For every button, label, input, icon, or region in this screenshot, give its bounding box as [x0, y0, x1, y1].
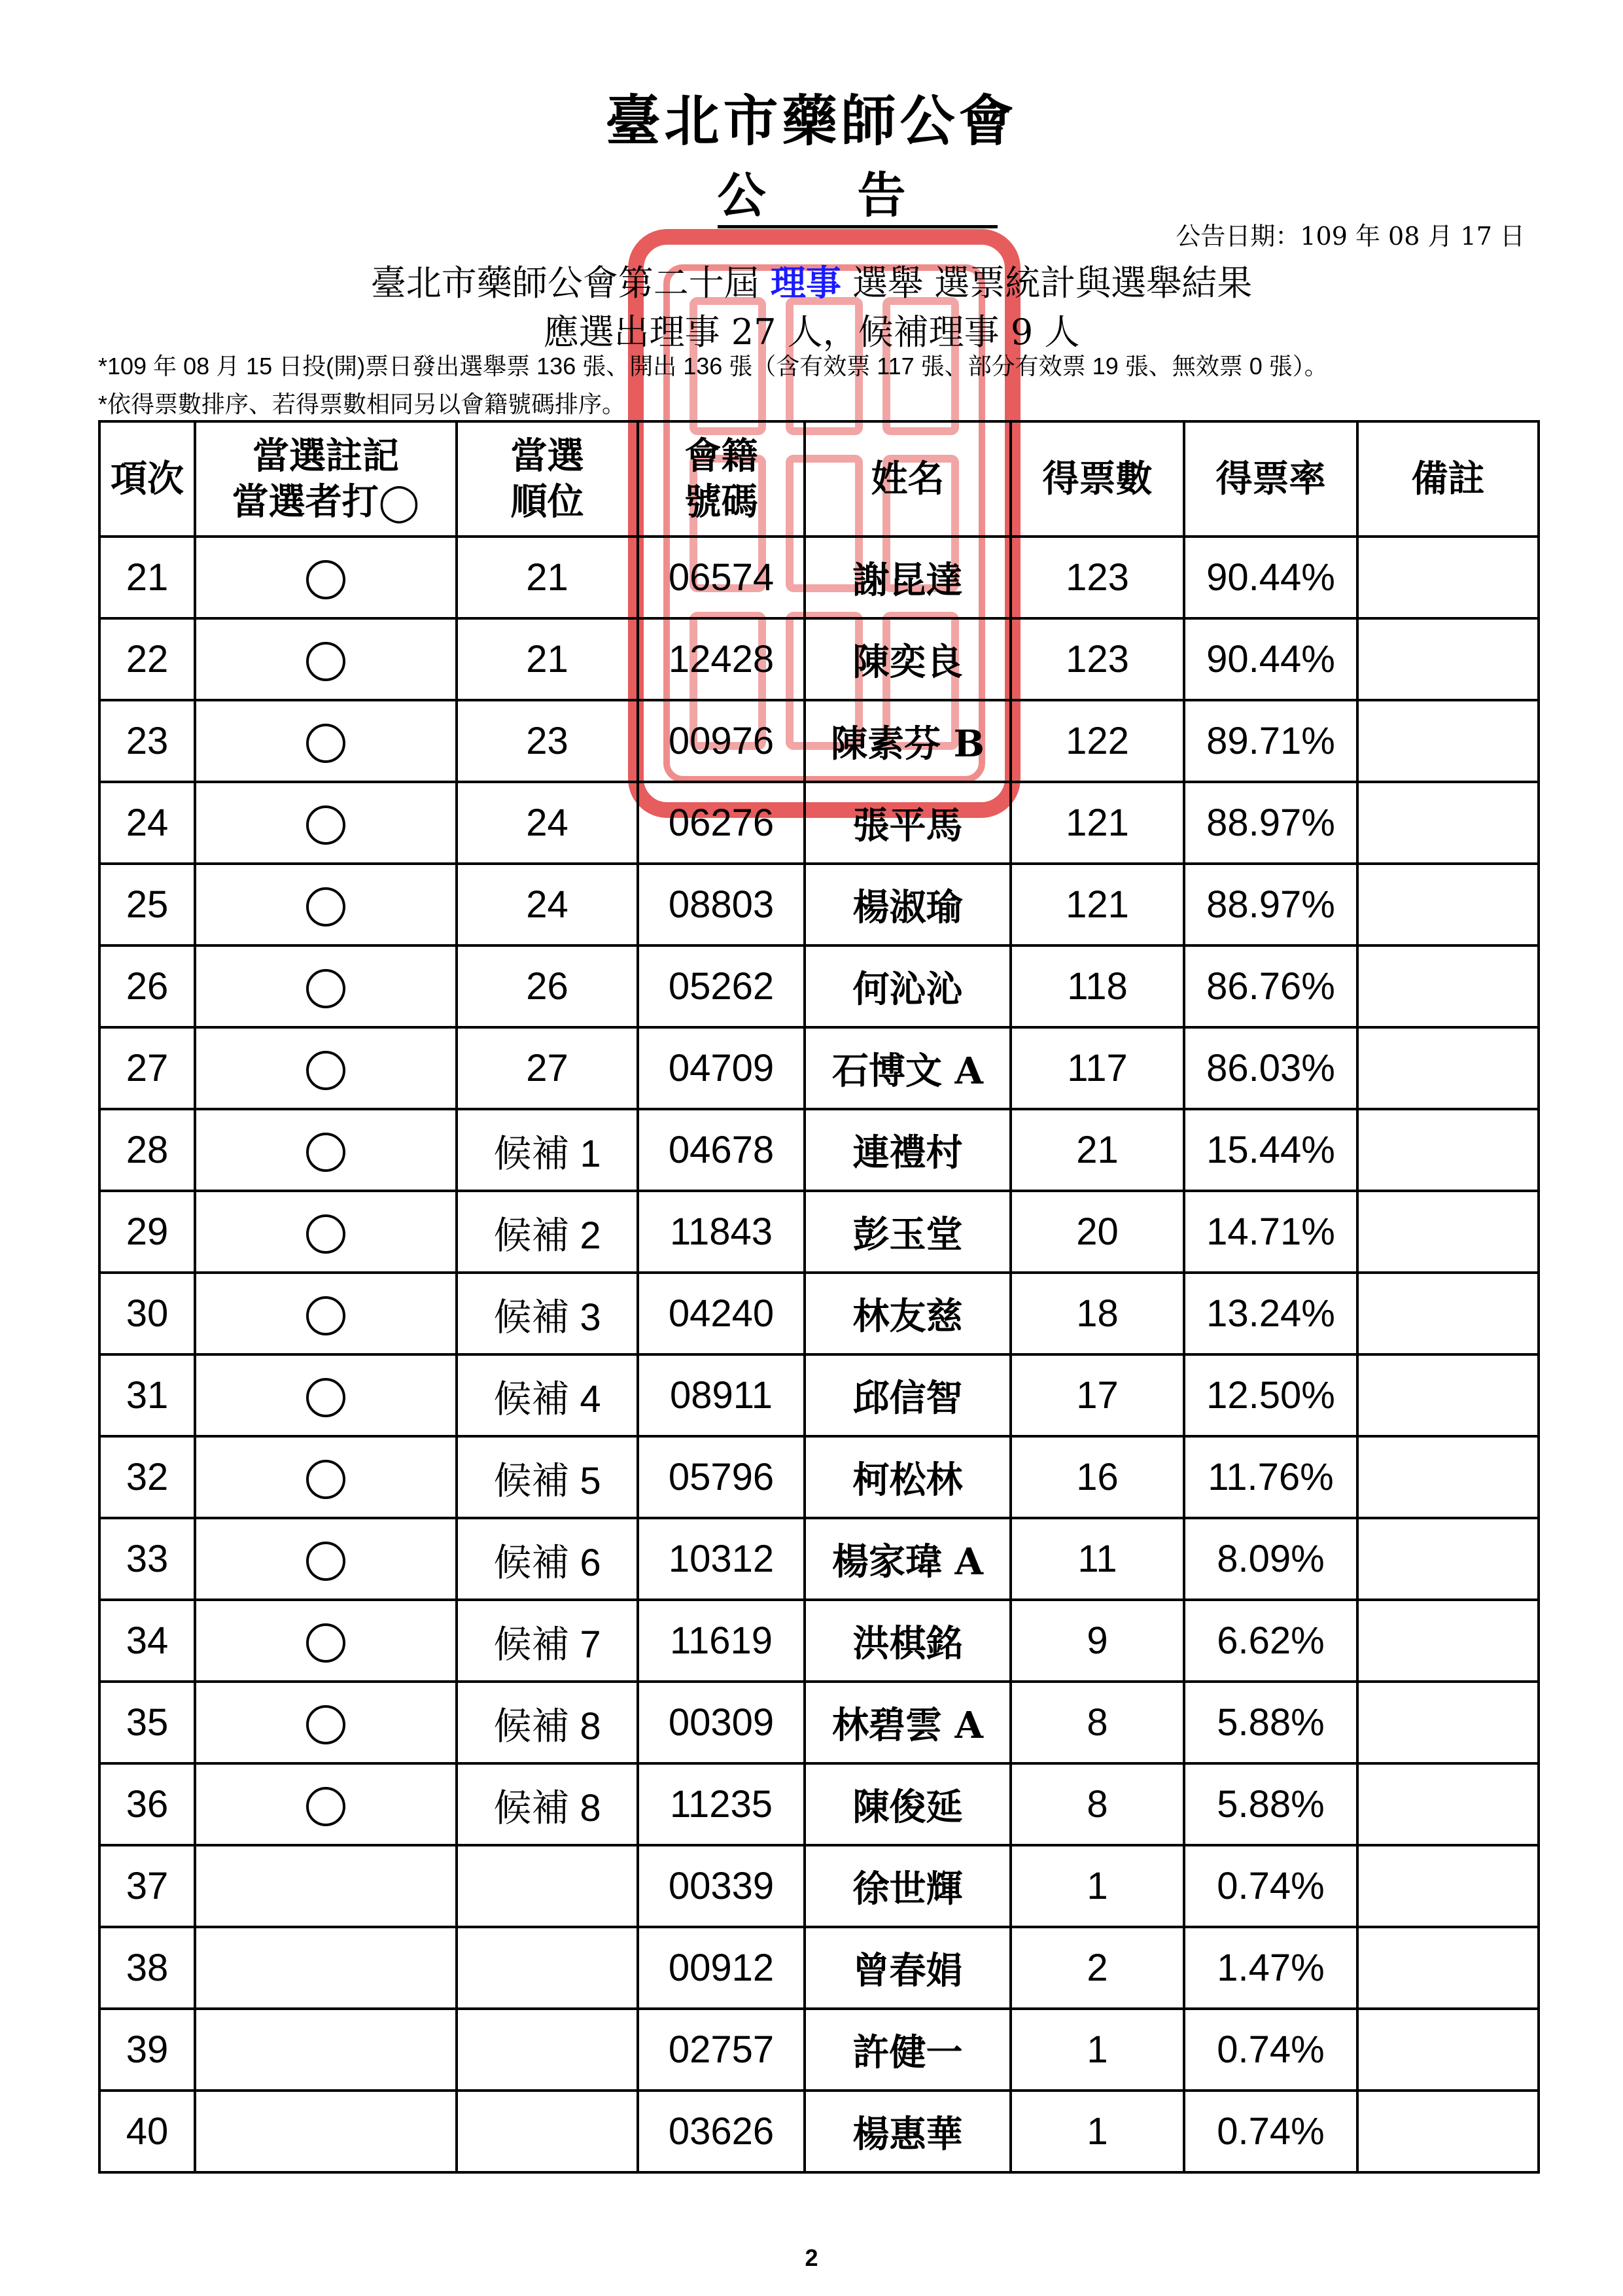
cell-rank: 候補 4	[457, 1354, 638, 1436]
cell-name: 陳俊延	[805, 1763, 1011, 1845]
cell-elected-mark	[195, 782, 457, 864]
cell-item: 27	[99, 1027, 195, 1109]
header-votes: 得票數	[1011, 421, 1184, 537]
cell-name: 張平馬	[805, 782, 1011, 864]
cell-rank: 21	[457, 618, 638, 700]
elected-circle-icon	[306, 1787, 345, 1826]
table-row	[99, 1436, 1539, 1518]
cell-votes: 8	[1011, 1763, 1184, 1845]
cell-name: 洪棋銘	[805, 1600, 1011, 1682]
cell-name: 柯松林	[805, 1436, 1011, 1518]
header-member-line2: 號碼	[684, 480, 758, 523]
cell-remark	[1357, 2009, 1539, 2091]
cell-member-number: 06276	[638, 782, 805, 864]
cell-name: 何沁沁	[805, 945, 1011, 1027]
cell-rank: 24	[457, 782, 638, 864]
results-table	[98, 420, 1540, 2174]
cell-item: 22	[99, 618, 195, 700]
cell-item: 34	[99, 1600, 195, 1682]
table-row	[99, 945, 1539, 1027]
table-row	[99, 1027, 1539, 1109]
cell-remark	[1357, 1191, 1539, 1273]
cell-votes: 121	[1011, 864, 1184, 945]
cell-elected-mark	[195, 1763, 457, 1845]
cell-member-number: 11235	[638, 1763, 805, 1845]
cell-votes: 17	[1011, 1354, 1184, 1436]
elected-circle-icon	[306, 805, 345, 845]
cell-votes: 16	[1011, 1436, 1184, 1518]
cell-item: 30	[99, 1273, 195, 1354]
organization-title: 臺北市藥師公會	[605, 88, 1018, 153]
cell-elected-mark	[195, 1682, 457, 1763]
cell-votes: 1	[1011, 2091, 1184, 2172]
cell-member-number: 06574	[638, 537, 805, 618]
results-table-body	[99, 537, 1539, 2172]
cell-item: 31	[99, 1354, 195, 1436]
cell-rank: 候補 6	[457, 1518, 638, 1600]
table-row	[99, 2091, 1539, 2172]
cell-member-number: 00976	[638, 700, 805, 782]
table-row	[99, 700, 1539, 782]
table-row	[99, 1518, 1539, 1600]
elected-circle-icon	[306, 1542, 345, 1581]
quota-subtitle: 應選出理事 27 人，候補理事 9 人	[543, 311, 1080, 353]
table-row	[99, 618, 1539, 700]
document-type-text: 公告	[718, 168, 998, 228]
cell-remark	[1357, 1436, 1539, 1518]
table-row	[99, 1763, 1539, 1845]
cell-votes: 117	[1011, 1027, 1184, 1109]
cell-remark	[1357, 945, 1539, 1027]
cell-member-number: 02757	[638, 2009, 805, 2091]
cell-elected-mark	[195, 2091, 457, 2172]
header-rank-line2: 順位	[510, 480, 584, 523]
cell-rank: 候補 3	[457, 1273, 638, 1354]
table-row	[99, 1927, 1539, 2009]
cell-votes: 1	[1011, 2009, 1184, 2091]
cell-member-number: 08803	[638, 864, 805, 945]
cell-elected-mark	[195, 864, 457, 945]
cell-rank: 候補 2	[457, 1191, 638, 1273]
cell-rate: 89.71%	[1184, 700, 1357, 782]
cell-elected-mark	[195, 700, 457, 782]
ballot-note: *109 年 08 月 15 日投(開)票日發出選舉票 136 張、開出 136 張（含有效票 117 張、部分有效票 19 張、無效票 0 張）。	[98, 353, 1328, 380]
elected-circle-icon	[306, 1133, 345, 1172]
cell-votes: 123	[1011, 537, 1184, 618]
cell-rate: 5.88%	[1184, 1682, 1357, 1763]
cell-rank	[457, 2091, 638, 2172]
cell-remark	[1357, 700, 1539, 782]
cell-member-number: 04709	[638, 1027, 805, 1109]
cell-item: 33	[99, 1518, 195, 1600]
cell-name: 陳奕良	[805, 618, 1011, 700]
cell-votes: 8	[1011, 1682, 1184, 1763]
header-name: 姓名	[805, 421, 1011, 537]
sorting-note: *依得票數排序、若得票數相同另以會籍號碼排序。	[98, 391, 626, 417]
cell-rank: 候補 7	[457, 1600, 638, 1682]
cell-remark	[1357, 1682, 1539, 1763]
cell-item: 39	[99, 2009, 195, 2091]
cell-rank	[457, 1845, 638, 1927]
cell-votes: 20	[1011, 1191, 1184, 1273]
cell-rate: 88.97%	[1184, 864, 1357, 945]
cell-rate: 14.71%	[1184, 1191, 1357, 1273]
cell-remark	[1357, 1273, 1539, 1354]
elected-circle-icon	[306, 1705, 345, 1744]
cell-name: 謝昆達	[805, 537, 1011, 618]
election-subtitle	[0, 255, 1623, 306]
cell-member-number: 10312	[638, 1518, 805, 1600]
elected-circle-icon	[306, 1296, 345, 1335]
elected-circle-icon	[306, 1378, 345, 1417]
cell-rank: 候補 8	[457, 1763, 638, 1845]
cell-remark	[1357, 1763, 1539, 1845]
header-remark: 備註	[1357, 421, 1539, 537]
cell-elected-mark	[195, 945, 457, 1027]
cell-rate: 90.44%	[1184, 618, 1357, 700]
elected-circle-icon	[306, 560, 345, 599]
header-elected-mark-line2: 當選者打◯	[232, 480, 420, 523]
cell-votes: 9	[1011, 1600, 1184, 1682]
cell-name: 林碧雲 A	[805, 1682, 1011, 1763]
elected-circle-icon	[306, 724, 345, 763]
cell-rate: 88.97%	[1184, 782, 1357, 864]
cell-item: 38	[99, 1927, 195, 2009]
header-member-number	[638, 421, 805, 537]
cell-item: 35	[99, 1682, 195, 1763]
cell-item: 26	[99, 945, 195, 1027]
cell-rank	[457, 1927, 638, 2009]
header-rank-line1: 當選	[510, 434, 584, 478]
cell-name: 石博文 A	[805, 1027, 1011, 1109]
cell-rate: 0.74%	[1184, 2091, 1357, 2172]
cell-item: 28	[99, 1109, 195, 1191]
cell-name: 許健一	[805, 2009, 1011, 2091]
cell-votes: 1	[1011, 1845, 1184, 1927]
cell-name: 陳素芬 B	[805, 700, 1011, 782]
table-row	[99, 1600, 1539, 1682]
table-header-row	[99, 421, 1539, 537]
cell-elected-mark	[195, 1354, 457, 1436]
cell-rank: 候補 1	[457, 1109, 638, 1191]
table-row	[99, 1273, 1539, 1354]
cell-votes: 18	[1011, 1273, 1184, 1354]
cell-item: 36	[99, 1763, 195, 1845]
cell-rate: 86.03%	[1184, 1027, 1357, 1109]
cell-votes: 11	[1011, 1518, 1184, 1600]
cell-elected-mark	[195, 1109, 457, 1191]
announcement-date: 公告日期：109 年 08 月 17 日	[1176, 222, 1525, 251]
cell-name: 楊惠華	[805, 2091, 1011, 2172]
cell-votes: 121	[1011, 782, 1184, 864]
cell-member-number: 05262	[638, 945, 805, 1027]
table-row	[99, 1354, 1539, 1436]
cell-name: 楊家瑋 A	[805, 1518, 1011, 1600]
cell-votes: 122	[1011, 700, 1184, 782]
cell-remark	[1357, 864, 1539, 945]
subtitle-prefix: 臺北市藥師公會第二十屆	[370, 262, 759, 304]
cell-rank: 26	[457, 945, 638, 1027]
cell-item: 25	[99, 864, 195, 945]
cell-elected-mark	[195, 1518, 457, 1600]
cell-item: 23	[99, 700, 195, 782]
cell-member-number: 00309	[638, 1682, 805, 1763]
cell-item: 29	[99, 1191, 195, 1273]
cell-member-number: 11843	[638, 1191, 805, 1273]
elected-circle-icon	[306, 1623, 345, 1663]
cell-votes: 21	[1011, 1109, 1184, 1191]
cell-votes: 118	[1011, 945, 1184, 1027]
cell-rate: 86.76%	[1184, 945, 1357, 1027]
cell-elected-mark	[195, 537, 457, 618]
cell-elected-mark	[195, 1600, 457, 1682]
header-rate: 得票率	[1184, 421, 1357, 537]
cell-name: 林友慈	[805, 1273, 1011, 1354]
cell-remark	[1357, 1927, 1539, 2009]
header-member-line1: 會籍	[684, 434, 758, 478]
cell-elected-mark	[195, 618, 457, 700]
cell-remark	[1357, 537, 1539, 618]
cell-rank: 候補 5	[457, 1436, 638, 1518]
header-elected-mark	[195, 421, 457, 537]
cell-member-number: 03626	[638, 2091, 805, 2172]
cell-name: 邱信智	[805, 1354, 1011, 1436]
cell-rate: 6.62%	[1184, 1600, 1357, 1682]
cell-item: 21	[99, 537, 195, 618]
elected-circle-icon	[306, 1214, 345, 1254]
table-row	[99, 864, 1539, 945]
cell-rank: 24	[457, 864, 638, 945]
cell-votes: 2	[1011, 1927, 1184, 2009]
cell-rate: 12.50%	[1184, 1354, 1357, 1436]
page-number: 2	[805, 2244, 818, 2271]
cell-rate: 15.44%	[1184, 1109, 1357, 1191]
cell-member-number: 00339	[638, 1845, 805, 1927]
elected-circle-icon	[306, 887, 345, 927]
cell-rate: 11.76%	[1184, 1436, 1357, 1518]
cell-name: 彭玉堂	[805, 1191, 1011, 1273]
cell-remark	[1357, 1518, 1539, 1600]
cell-rate: 0.74%	[1184, 1845, 1357, 1927]
cell-member-number: 04678	[638, 1109, 805, 1191]
cell-name: 曾春娟	[805, 1927, 1011, 2009]
cell-item: 24	[99, 782, 195, 864]
cell-remark	[1357, 1027, 1539, 1109]
cell-rate: 90.44%	[1184, 537, 1357, 618]
cell-item: 40	[99, 2091, 195, 2172]
cell-elected-mark	[195, 2009, 457, 2091]
cell-remark	[1357, 2091, 1539, 2172]
cell-rank: 21	[457, 537, 638, 618]
cell-item: 32	[99, 1436, 195, 1518]
cell-rate: 5.88%	[1184, 1763, 1357, 1845]
table-row	[99, 1191, 1539, 1273]
cell-rank: 候補 8	[457, 1682, 638, 1763]
cell-remark	[1357, 782, 1539, 864]
cell-name: 連禮村	[805, 1109, 1011, 1191]
table-row	[99, 1682, 1539, 1763]
cell-elected-mark	[195, 1927, 457, 2009]
cell-elected-mark	[195, 1436, 457, 1518]
cell-member-number: 04240	[638, 1273, 805, 1354]
cell-rate: 0.74%	[1184, 2009, 1357, 2091]
elected-circle-icon	[306, 1460, 345, 1499]
cell-rate: 1.47%	[1184, 1927, 1357, 2009]
cell-item: 37	[99, 1845, 195, 1927]
cell-rank	[457, 2009, 638, 2091]
header-rank	[457, 421, 638, 537]
cell-name: 徐世輝	[805, 1845, 1011, 1927]
header-elected-mark-line1: 當選註記	[253, 434, 399, 478]
table-row	[99, 782, 1539, 864]
cell-rank: 23	[457, 700, 638, 782]
subtitle-highlight: 理事	[770, 262, 841, 304]
table-row	[99, 537, 1539, 618]
cell-elected-mark	[195, 1191, 457, 1273]
cell-remark	[1357, 618, 1539, 700]
elected-circle-icon	[306, 969, 345, 1008]
cell-remark	[1357, 1600, 1539, 1682]
table-row	[99, 1109, 1539, 1191]
cell-elected-mark	[195, 1273, 457, 1354]
cell-member-number: 05796	[638, 1436, 805, 1518]
cell-member-number: 11619	[638, 1600, 805, 1682]
cell-remark	[1357, 1109, 1539, 1191]
cell-elected-mark	[195, 1027, 457, 1109]
elected-circle-icon	[306, 642, 345, 681]
cell-remark	[1357, 1845, 1539, 1927]
subtitle-suffix: 選舉 選票統計與選舉結果	[852, 262, 1253, 304]
cell-member-number: 08911	[638, 1354, 805, 1436]
cell-remark	[1357, 1354, 1539, 1436]
cell-votes: 123	[1011, 618, 1184, 700]
header-item: 項次	[99, 421, 195, 537]
cell-rate: 13.24%	[1184, 1273, 1357, 1354]
table-row	[99, 1845, 1539, 1927]
elected-circle-icon	[306, 1051, 345, 1090]
cell-member-number: 12428	[638, 618, 805, 700]
cell-member-number: 00912	[638, 1927, 805, 2009]
cell-rank: 27	[457, 1027, 638, 1109]
cell-name: 楊淑瑜	[805, 864, 1011, 945]
cell-rate: 8.09%	[1184, 1518, 1357, 1600]
cell-elected-mark	[195, 1845, 457, 1927]
table-row	[99, 2009, 1539, 2091]
